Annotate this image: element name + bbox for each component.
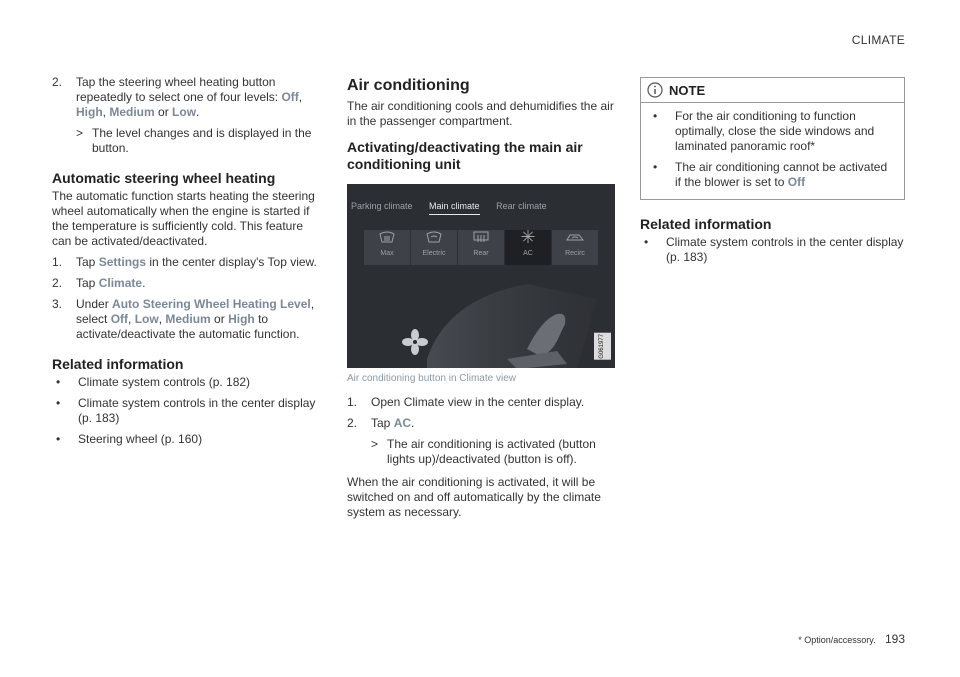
climate-label: Climate bbox=[98, 276, 143, 290]
off-label: Off bbox=[787, 175, 806, 189]
bullet-icon: • bbox=[653, 109, 658, 123]
bullet-icon: • bbox=[644, 235, 649, 249]
section-heading: Air conditioning bbox=[347, 77, 470, 94]
level-medium: Medium bbox=[109, 105, 155, 119]
bullet-icon: • bbox=[56, 432, 61, 446]
related-item[interactable]: • Climate system controls in the center display (p. 183) bbox=[640, 235, 905, 265]
bullet-icon: • bbox=[653, 160, 658, 174]
intro-paragraph: The air conditioning cools and dehumidifies the air in the passenger compartment. bbox=[347, 99, 614, 128]
electric-defrost-icon bbox=[426, 231, 442, 243]
sub-heading: Activating/deactivating the main air conditioning unit bbox=[347, 139, 583, 172]
right-column bbox=[640, 77, 905, 265]
recirc-button: Recirc bbox=[552, 230, 598, 265]
note-header bbox=[641, 78, 904, 103]
middle-column bbox=[347, 77, 615, 520]
related-item[interactable]: • Climate system controls in the center display (p. 183) bbox=[52, 396, 322, 426]
step-2 bbox=[52, 75, 322, 120]
level-high: High bbox=[76, 105, 103, 119]
tab-rear-climate: Rear climate bbox=[496, 201, 547, 211]
max-defrost-button: Max bbox=[364, 230, 410, 265]
note-title: NOTE bbox=[669, 82, 706, 98]
related-item[interactable]: • Steering wheel (p. 160) bbox=[52, 432, 322, 447]
tab-parking-climate: Parking climate bbox=[351, 201, 413, 211]
related-heading: Related information bbox=[52, 356, 184, 372]
climate-screen-image bbox=[347, 184, 615, 368]
image-code: G061977 bbox=[594, 333, 611, 360]
image-caption: Air conditioning button in Climate view bbox=[347, 373, 516, 384]
ac-step-1: 1. Open Climate view in the center display. bbox=[347, 395, 585, 409]
step-text: Tap the steering wheel heating button repeatedly to select one of four levels: Off, High, Medium or Low. bbox=[76, 75, 303, 119]
max-defrost-icon bbox=[379, 231, 395, 243]
level-low: Low bbox=[172, 105, 197, 119]
climate-tabs bbox=[351, 199, 561, 214]
page-number: 193 bbox=[884, 632, 905, 646]
ac-paragraph: When the air conditioning is activated, it will be switched on and off automatically by the climate system as necessary. bbox=[347, 475, 601, 519]
electric-defrost-button: Electric bbox=[411, 230, 457, 265]
climate-button-row bbox=[364, 230, 599, 265]
chapter-header: CLIMATE bbox=[851, 33, 905, 47]
arrow-glyph: > bbox=[371, 437, 379, 451]
snowflake-icon bbox=[521, 230, 535, 243]
tab-main-climate: Main climate bbox=[429, 201, 480, 215]
auto-step-2: 2. Tap Climate. bbox=[52, 276, 146, 290]
bullet-icon: • bbox=[56, 396, 61, 410]
note-box bbox=[640, 77, 905, 200]
bullet-icon: • bbox=[56, 375, 61, 389]
auto-heating-heading: Automatic steering wheel heating bbox=[52, 170, 276, 186]
related-heading: Related information bbox=[640, 216, 772, 232]
ac-result: > The air conditioning is activated (button lights up)/deactivated (button is off). bbox=[371, 437, 596, 466]
auto-step-1: 1. Tap Settings in the center display's Top view. bbox=[52, 255, 317, 269]
settings-label: Settings bbox=[98, 255, 147, 269]
note-item: • The air conditioning cannot be activated if the blower is set to Off bbox=[649, 160, 896, 190]
left-column bbox=[52, 75, 322, 447]
auto-level-label: Auto Steering Wheel Heating Level bbox=[112, 297, 311, 311]
recirculation-icon bbox=[566, 231, 584, 243]
related-item[interactable]: • Climate system controls (p. 182) bbox=[52, 375, 322, 390]
rear-defrost-icon bbox=[473, 231, 489, 243]
page-footer bbox=[798, 632, 905, 646]
footnote: * Option/accessory. bbox=[798, 635, 876, 645]
auto-step-3: 3. Under Auto Steering Wheel Heating Level, select Off, Low, Medium or High to activate/deactivate the automatic function. bbox=[52, 297, 315, 341]
auto-heating-paragraph: The automatic function starts heating the steering wheel automatically when the engine is started if the temperature is sufficiently cold. This feature can be activated/deactivated. bbox=[52, 189, 315, 248]
ac-button: AC bbox=[505, 230, 551, 265]
note-item: • For the air conditioning to function optimally, close the side windows and laminated panoramic roof* bbox=[649, 109, 896, 154]
note-body bbox=[641, 109, 904, 190]
result-line: > The level changes and is displayed in the button. bbox=[76, 126, 312, 155]
fan-icon bbox=[402, 329, 428, 355]
seat-illustration bbox=[407, 279, 597, 368]
ac-label: AC bbox=[393, 416, 412, 430]
info-icon bbox=[647, 82, 663, 98]
ac-step-2: 2. Tap AC. bbox=[347, 416, 415, 430]
arrow-glyph: > bbox=[76, 126, 84, 140]
rear-defrost-button: Rear bbox=[458, 230, 504, 265]
step-number: 2. bbox=[52, 75, 63, 89]
level-off: Off bbox=[281, 90, 299, 104]
